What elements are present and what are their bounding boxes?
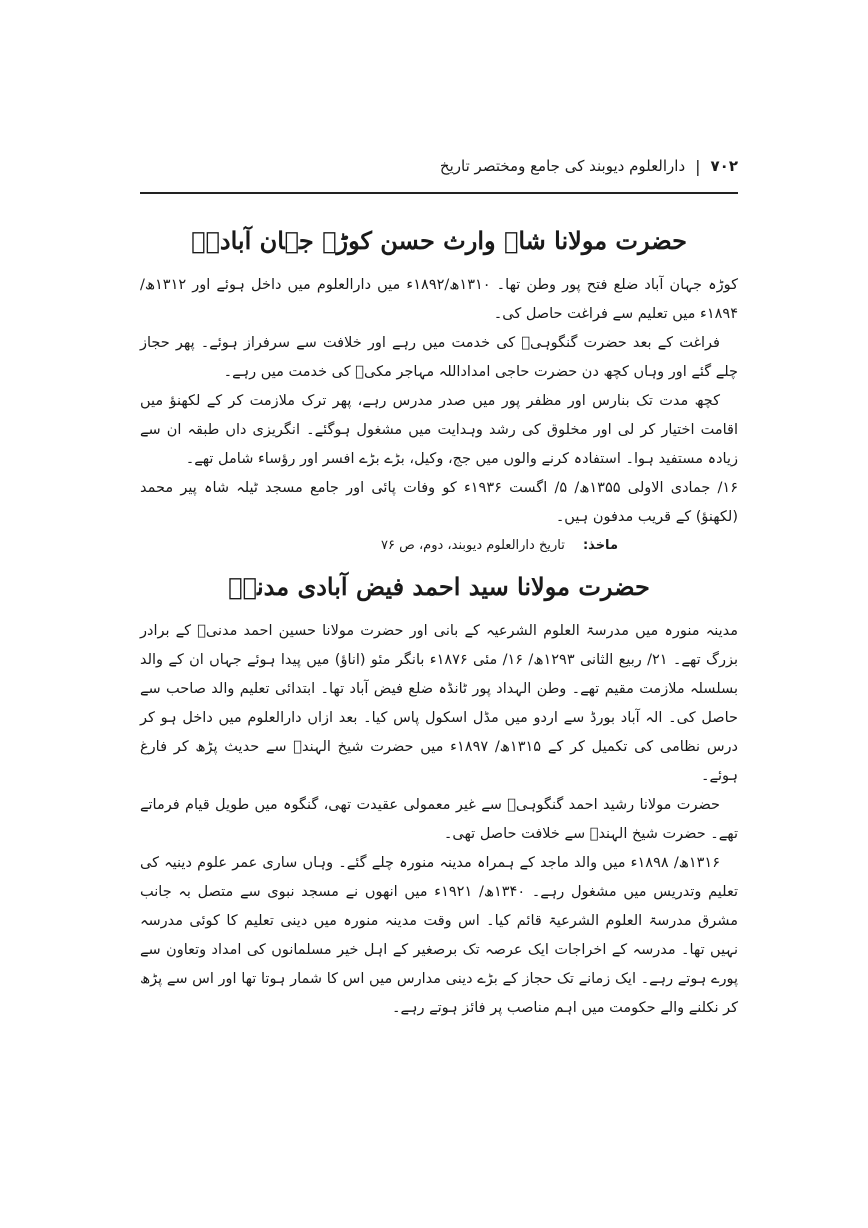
paragraph: کوڑہ جہان آباد ضلع فتح پور وطن تھا۔ ۱۳۱۰ھ/۱۸۹۲ء میں دارالعلوم میں داخل ہوئے اور ۱۳۱۲ھ/۱۸۹۴ء میں تعلیم سے فراغت حاصل کی۔: [140, 277, 738, 322]
header-rule: [140, 192, 738, 194]
source-label: ماخذ:: [582, 538, 618, 553]
paragraph: فراغت کے بعد حضرت گنگوہیؒ کی خدمت میں رہے اور خلافت سے سرفراز ہوئے۔ پھر حجاز چلے گئے اور وہاں کچھ دن حضرت حاجی امداداللہ مہاجر مکیؒ کی خدمت میں رہے۔: [140, 335, 738, 380]
running-header: [140, 148, 738, 184]
paragraph: ۱۳۱۶ھ/ ۱۸۹۸ء میں والد ماجد کے ہمراہ مدینہ منورہ چلے گئے۔ وہاں ساری عمر علوم دینیہ کی تعلیم وتدریس میں مشغول رہے۔ ۱۳۴۰ھ/ ۱۹۲۱ء میں انھوں نے مسجد نبوی سے متصل بہ جانب مشرق مدرسۃ العلوم الشرعیۃ قائم کیا۔ اس وقت مدینہ منورہ میں دینی تعلیم کا کوئی مدرسہ نہیں تھا۔ مدرسہ کے اخراجات ایک عرصہ تک برصغیر کے اہل خیر مسلمانوں کی امداد وتعاون سے پورے ہوتے رہے۔ ایک زمانے تک حجاز کے بڑے دینی مدارس میں اس کا شمار ہوتا تھا اور اس سے پڑھ کر نکلنے والے حکومت میں اہم مناصب پر فائز ہوتے رہے۔: [140, 855, 738, 1016]
page-number: ۷۰۲: [710, 157, 738, 175]
source-text: تاریخ دارالعلوم دیوبند، دوم، ص ۷۶: [381, 538, 565, 553]
paragraph: حضرت مولانا رشید احمد گنگوہیؒ سے غیر معمولی عقیدت تھی، گنگوہ میں طویل قیام فرماتے تھے۔ حضرت شیخ الہندؒ سے خلافت حاصل تھی۔: [140, 797, 738, 842]
paragraph: ۱۶/ جمادی الاولی ۱۳۵۵ھ/ ۵/ اگست ۱۹۳۶ء کو وفات پائی اور جامع مسجد ٹیلہ شاہ پیر محمد (لکھنؤ) کے قریب مدفون ہیں۔: [140, 480, 738, 525]
source-note: [140, 534, 738, 558]
page-body: [140, 212, 738, 1023]
paragraph: کچھ مدت تک بنارس اور مظفر پور میں صدر مدرس رہے، پھر ترک ملازمت کر کے لکھنؤ میں اقامت اختیار کر لی اور مخلوق کی رشد وہدایت میں مشغول ہوگئے۔ انگریزی داں طبقہ ان سے زیادہ مستفید ہوا۔ استفادہ کرنے والوں میں جج، وکیل، بڑے بڑے افسر اور رؤساء شامل تھے۔: [140, 393, 738, 467]
book-title: دارالعلوم دیوبند کی جامع ومختصر تاریخ: [439, 157, 686, 175]
header-separator: |: [695, 156, 701, 176]
section-title-2: حضرت مولانا سید احمد فیض آبادی مدنیؒ: [228, 572, 650, 601]
paragraph: مدینہ منورہ میں مدرسۃ العلوم الشرعیہ کے بانی اور حضرت مولانا حسین احمد مدنیؒ کے برادر بزرگ تھے۔ ۲۱/ ربیع الثانی ۱۲۹۳ھ/ ۱۶/ مئی ۱۸۷۶ء بانگر مئو (اناؤ) میں پیدا ہوئے جہاں ان کے والد بسلسلہ ملازمت مقیم تھے۔ وطن الہداد پور ٹانڈہ ضلع فیض آباد تھا۔ ابتدائی تعلیم والد صاحب سے حاصل کی۔ الہ آباد بورڈ سے اردو میں مڈل اسکول پاس کیا۔ بعد ازاں دارالعلوم میں داخل ہو کر درس نظامی کی تکمیل کر کے ۱۳۱۵ھ/ ۱۸۹۷ء میں حضرت شیخ الہندؒ سے حدیث پڑھ کر فارغ ہوئے۔: [140, 623, 738, 784]
section-title-1: حضرت مولانا شاہ وارث حسن کوڑہ جہان آبادیؒ: [191, 226, 687, 255]
